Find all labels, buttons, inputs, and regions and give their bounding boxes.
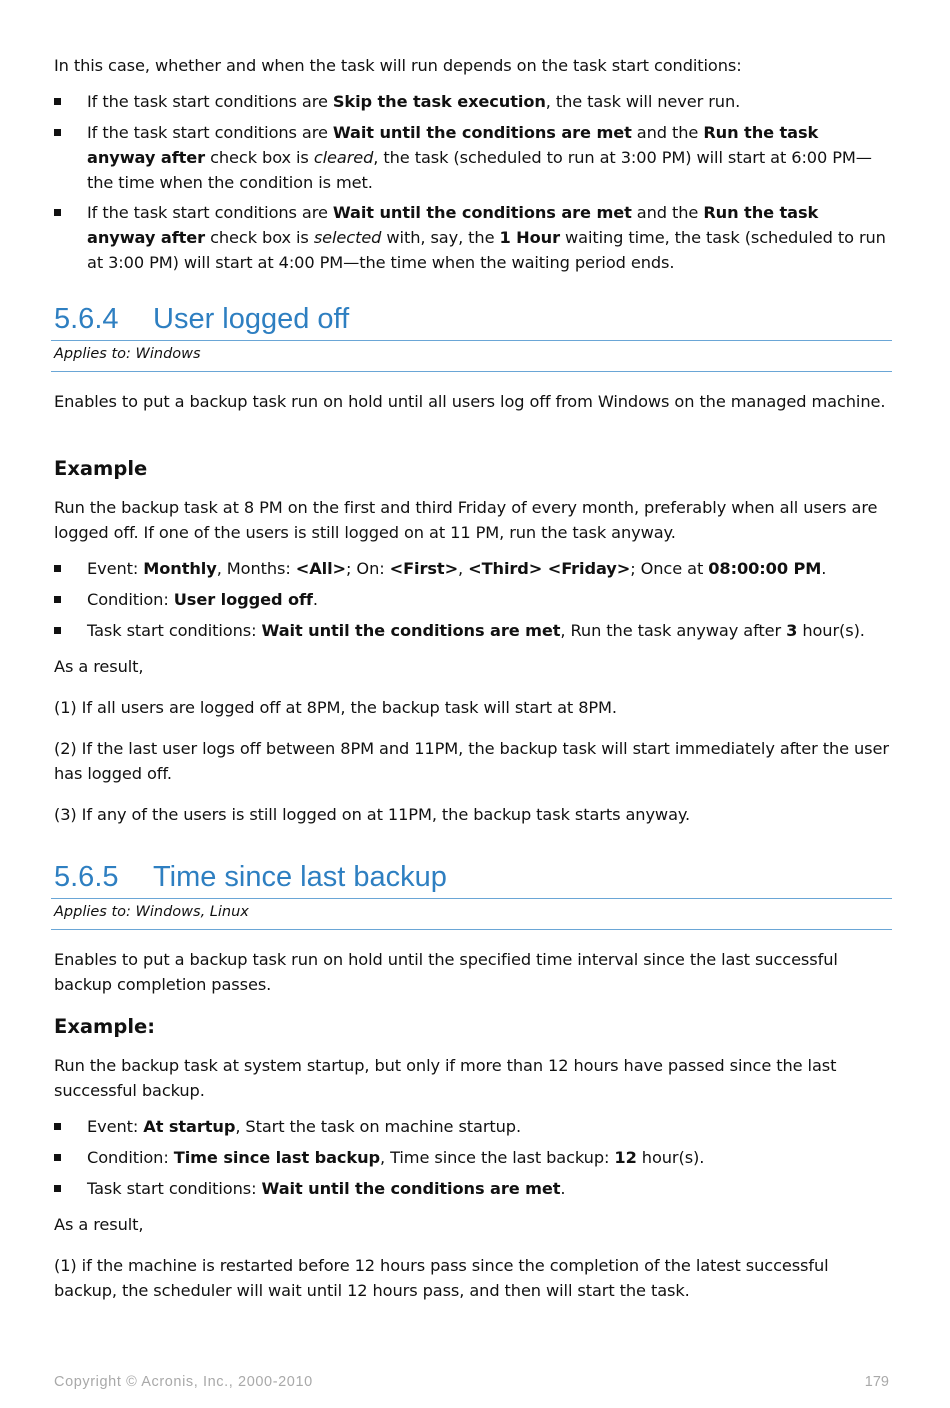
heading-rule [51, 371, 892, 372]
intro-paragraph: In this case, whether and when the task will run depends on the task start conditions: [54, 56, 742, 75]
list-item-text: If the task start conditions are Wait until the conditions are met and the Run the task anyway after check box is cleared, the task (scheduled to run at 3:00 PM) will start at 6:00 PM—the time when the condition is met. [87, 123, 872, 192]
list-item-text: Condition: User logged off. [87, 590, 318, 609]
list-item [54, 120, 890, 195]
heading-rule [51, 929, 892, 930]
result-item: (1) If all users are logged off at 8PM, the backup task will start at 8PM. [54, 698, 617, 717]
footer-page-number: 179 [864, 1374, 889, 1390]
example-heading: Example: [54, 1015, 156, 1038]
list-item-text: Condition: Time since last backup, Time since the last backup: 12 hour(s). [87, 1148, 705, 1167]
bullet-square-icon [54, 565, 61, 572]
section-heading-5-6-4 [54, 301, 890, 337]
list-item [54, 1145, 890, 1170]
section-title: Time since last backup [153, 861, 447, 893]
bullet-square-icon [54, 1154, 61, 1161]
bullet-square-icon [54, 98, 61, 105]
applies-to: Applies to: Windows [54, 346, 201, 362]
list-item-text: Event: Monthly, Months: <All>; On: <First>, <Third> <Friday>; Once at 08:00:00 PM. [87, 559, 827, 578]
section-title: User logged off [153, 303, 350, 335]
section-description: Enables to put a backup task run on hold until all users log off from Windows on the managed machine. [54, 392, 886, 411]
result-intro: As a result, [54, 1215, 144, 1234]
section-number: 5.6.4 [54, 303, 119, 335]
bullet-square-icon [54, 596, 61, 603]
list-item [54, 587, 890, 612]
list-item [54, 89, 890, 114]
result-intro: As a result, [54, 657, 144, 676]
list-item-text: Task start conditions: Wait until the conditions are met. [87, 1179, 566, 1198]
list-item-text: Task start conditions: Wait until the conditions are met, Run the task anyway after 3 hour(s). [87, 621, 865, 640]
footer-copyright: Copyright © Acronis, Inc., 2000-2010 [54, 1374, 313, 1390]
applies-to: Applies to: Windows, Linux [54, 904, 249, 920]
example-paragraph: Run the backup task at system startup, but only if more than 12 hours have passed since the last successful backup. [54, 1056, 837, 1100]
example-heading: Example [54, 457, 148, 480]
bullet-square-icon [54, 1185, 61, 1192]
list-item [54, 200, 890, 275]
section-number: 5.6.5 [54, 861, 119, 893]
result-item: (2) If the last user logs off between 8PM and 11PM, the backup task will start immediately after the user has logged off. [54, 739, 889, 783]
bullet-square-icon [54, 129, 61, 136]
section-heading-5-6-5 [54, 859, 890, 895]
list-item [54, 618, 890, 643]
bullet-square-icon [54, 209, 61, 216]
result-item: (1) if the machine is restarted before 12 hours pass since the completion of the latest successful backup, the scheduler will wait until 12 hours pass, and then will start the task. [54, 1256, 829, 1300]
section-description: Enables to put a backup task run on hold until the specified time interval since the last successful backup completion passes. [54, 950, 838, 994]
list-item [54, 556, 890, 581]
list-item-text: If the task start conditions are Skip the task execution, the task will never run. [87, 92, 741, 111]
bullet-square-icon [54, 627, 61, 634]
list-item [54, 1176, 890, 1201]
list-item-text: Event: At startup, Start the task on machine startup. [87, 1117, 522, 1136]
heading-rule [51, 340, 892, 341]
list-item [54, 1114, 890, 1139]
result-item: (3) If any of the users is still logged on at 11PM, the backup task starts anyway. [54, 805, 691, 824]
list-item-text: If the task start conditions are Wait until the conditions are met and the Run the task anyway after check box is selected with, say, the 1 Hour waiting time, the task (scheduled to run at 3:00 PM) will start at 4:00 PM—the time when the waiting period ends. [87, 203, 886, 272]
example-paragraph: Run the backup task at 8 PM on the first and third Friday of every month, preferably when all users are logged off. If one of the users is still logged on at 11 PM, run the task anyway. [54, 498, 878, 542]
heading-rule [51, 898, 892, 899]
bullet-square-icon [54, 1123, 61, 1130]
